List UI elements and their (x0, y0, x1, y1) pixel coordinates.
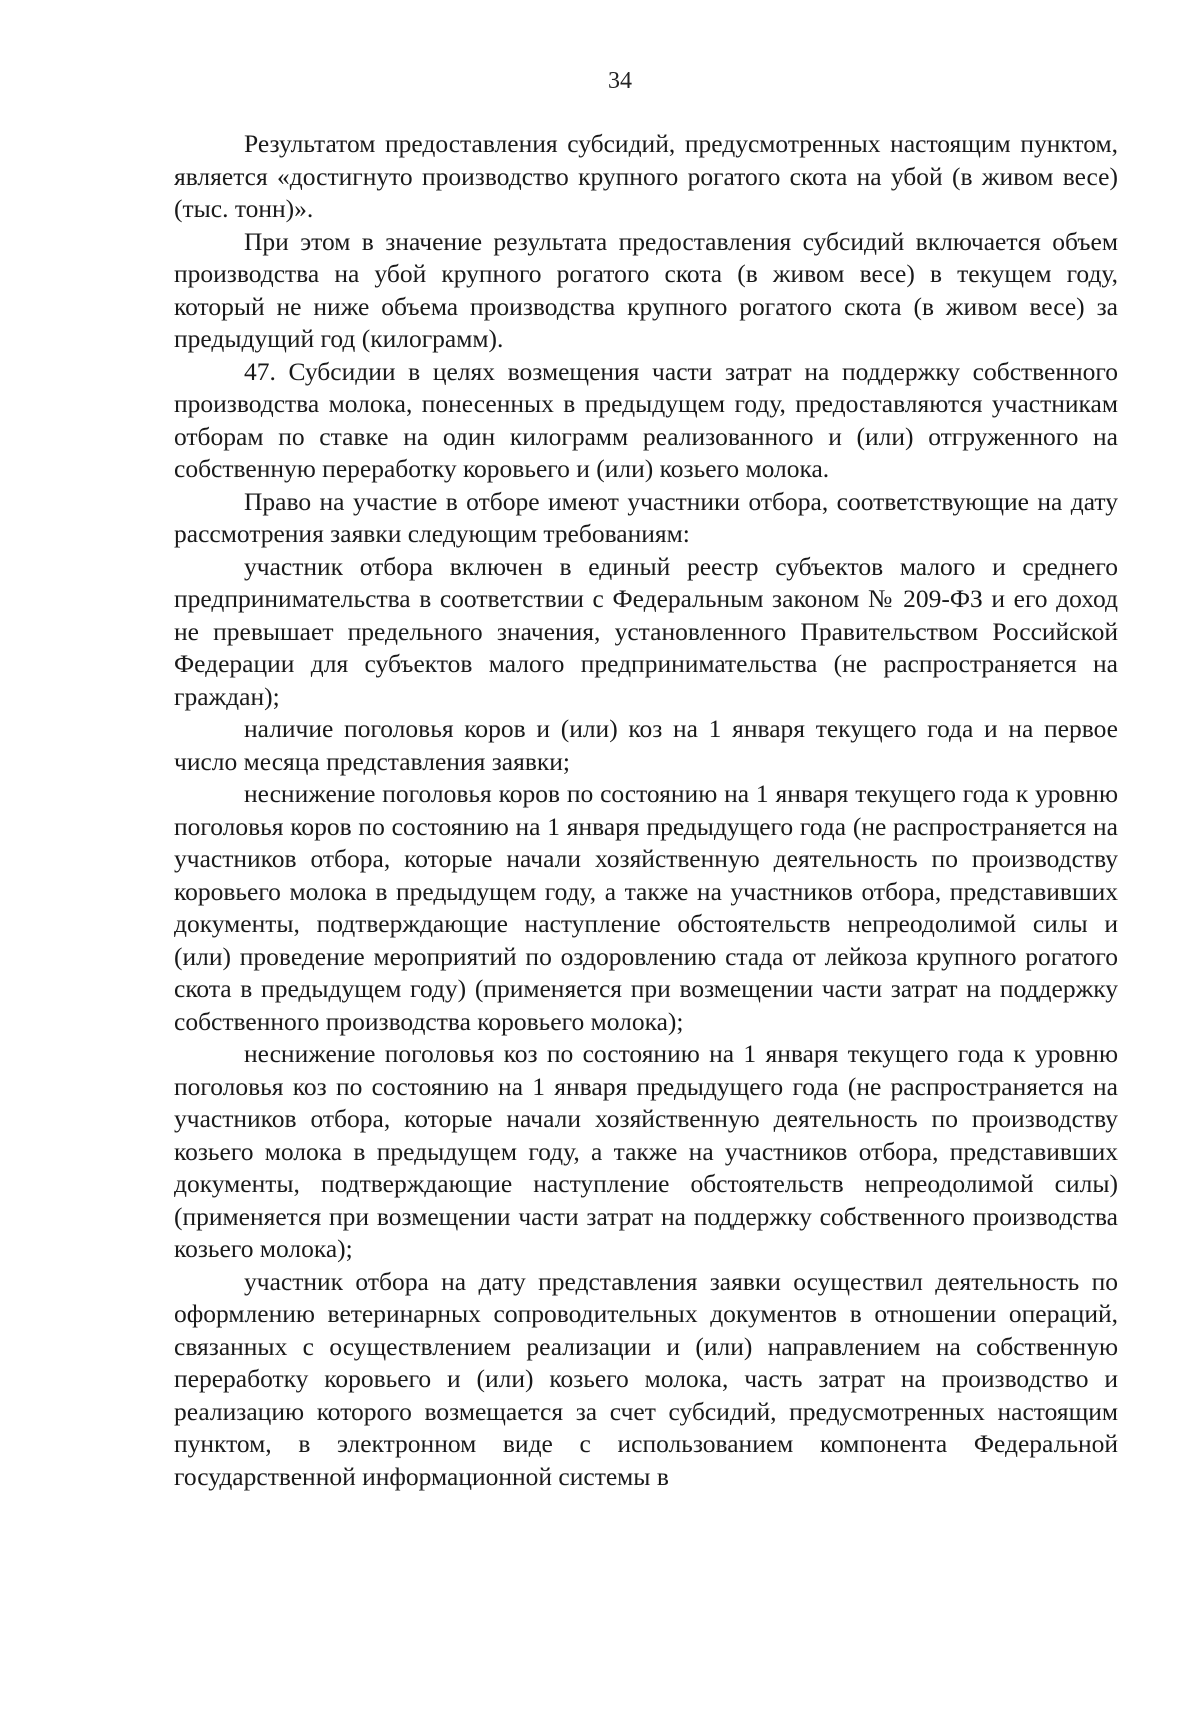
paragraph-participation-right: Право на участие в отборе имеют участники отбора, соответствующие на дату рассмотрения заявки следующим требованиям: (174, 486, 1118, 548)
paragraph-item-47: 47. Субсидии в целях возмещения части затрат на поддержку собственного производства молока, понесенных в предыдущем году, предоставляются участникам отборам по ставке на один килограмм реализованного и (или) отгруженного на собственную переработку коровьего и (или) козьего молока. (174, 356, 1118, 483)
paragraph-requirement-veterinary: участник отбора на дату представления заявки осуществил деятельность по оформлению ветеринарных сопроводительных документов в отношении операций, связанных с осуществлением реализации и (или) направлением на собственную переработку коровьего и (или) козьего молока, часть затрат на производство и реализацию которого возмещается за счет субсидий, предусмотренных настоящим пунктом, в электронном виде с использованием компонента Федеральной государственной информационной системы в (174, 1266, 1118, 1491)
document-body (174, 128, 1118, 1493)
paragraph-requirement-registry: участник отбора включен в единый реестр субъектов малого и среднего предпринимательства в соответствии с Федеральным законом № 209-ФЗ и его доход не превышает предельного значения, установленного Правительством Российской Федерации для субъектов малого предпринимательства (не распространяется на граждан); (174, 551, 1118, 711)
paragraph-result-value: При этом в значение результата предоставления субсидий включается объем производства на убой крупного рогатого скота (в живом весе) в текущем году, который не ниже объема производства крупного рогатого скота (в живом весе) за предыдущий год (килограмм). (174, 226, 1118, 353)
paragraph-requirement-goats: неснижение поголовья коз по состоянию на 1 января текущего года к уровню поголовья коз по состоянию на 1 января предыдущего года (не распространяется на участников отбора, которые начали хозяйственную деятельность по производству козьего молока в предыдущем году, а также на участников отбора, представивших документы, подтверждающие наступление обстоятельств непреодолимой силы) (применяется при возмещении части затрат на поддержку собственного производства козьего молока); (174, 1039, 1118, 1263)
paragraph-requirement-livestock: наличие поголовья коров и (или) коз на 1 января текущего года и на первое число месяца представления заявки; (174, 714, 1118, 776)
page-number: 34 (608, 68, 632, 94)
paragraph-requirement-cows: неснижение поголовья коров по состоянию на 1 января текущего года к уровню поголовья коров по состоянию на 1 января предыдущего года (не распространяется на участников отбора, которые начали хозяйственную деятельность по производству коровьего молока в предыдущем году, а также на участников отбора, представивших документы, подтверждающие наступление обстоятельств непреодолимой силы и (или) проведение мероприятий по оздоровлению стада от лейкоза крупного рогатого скота в предыдущем году) (применяется при возмещении части затрат на поддержку собственного производства коровьего молока); (174, 779, 1118, 1036)
paragraph-result-subsidies: Результатом предоставления субсидий, предусмотренных настоящим пунктом, является «достигнуто производство крупного рогатого скота на убой (в живом весе) (тыс. тонн)». (174, 129, 1118, 223)
